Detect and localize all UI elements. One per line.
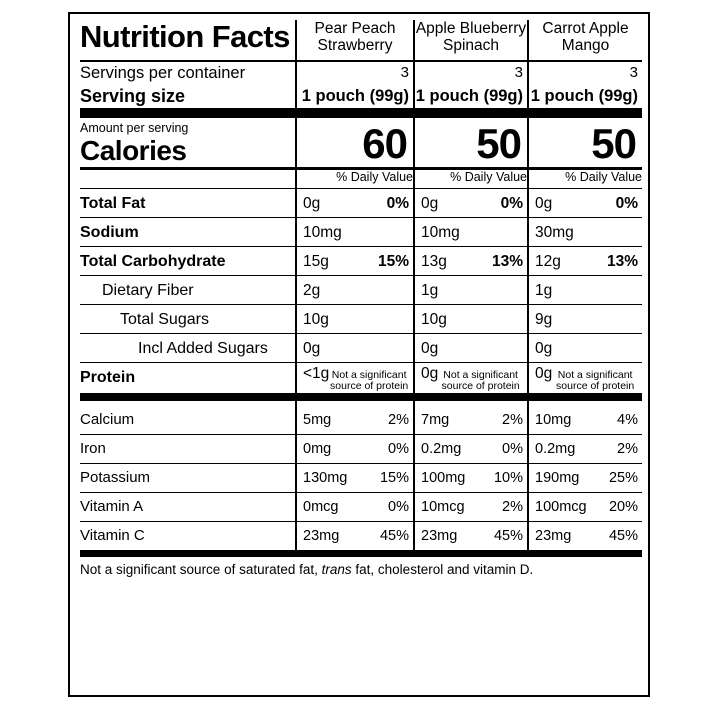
nutrient-name-protein: Protein: [80, 363, 296, 394]
amount: 10mg: [535, 412, 572, 428]
nutrient-cell-vitamin-c-1: [296, 522, 414, 551]
flavor-column-2: [414, 20, 528, 54]
amount: 0.2mg: [421, 441, 462, 457]
nutrient-cell-calcium-3: [528, 406, 642, 435]
amount-per-serving-label: Amount per serving: [80, 121, 189, 135]
nutrient-name-iron: Iron: [80, 435, 296, 464]
nutrient-cell-protein-3: [528, 363, 642, 394]
nutrient-cell-iron-1: [296, 435, 414, 464]
servings-per-container-value-3: 3: [528, 61, 642, 84]
thick-divider-row-2: [80, 393, 642, 401]
table-row: [80, 435, 642, 464]
nutrient-cell-sodium-2: [414, 218, 528, 247]
nutrient-cell-potassium-2: [414, 464, 528, 493]
nutrient-cell-vitamin-a-2: [414, 493, 528, 522]
nutrient-cell-total-sugars-3: [528, 305, 642, 334]
nutrient-table: [80, 188, 642, 557]
nutrient-cell-total-fat-3: [528, 189, 642, 218]
nutrient-cell-vitamin-c-3: [528, 522, 642, 551]
amount: <1g: [303, 365, 330, 382]
flavor-underline-2: [414, 54, 528, 61]
amount: 23mg: [303, 528, 340, 544]
nutrient-cell-total-carbohydrate-3: [528, 247, 642, 276]
nutrient-cell-total-sugars-1: [296, 305, 414, 334]
flavor-column-3: [528, 20, 642, 54]
servings-per-container-value-2: 3: [414, 61, 528, 84]
amount-per-serving-row: [80, 118, 642, 169]
percent: 2%: [502, 499, 523, 515]
nutrient-cell-potassium-3: [528, 464, 642, 493]
nutrient-cell-total-carbohydrate-1: [296, 247, 414, 276]
nutrient-name-sodium: Sodium: [80, 218, 296, 247]
nutrient-cell-sodium-1: [296, 218, 414, 247]
label-header-table: [80, 20, 642, 188]
nutrient-name-total-carbohydrate: Total Carbohydrate: [80, 247, 296, 276]
nutrient-name-incl-added-sugars: Incl Added Sugars: [80, 334, 296, 363]
flavor-label-3: Carrot Apple Mango: [542, 20, 629, 54]
percent: 20%: [608, 499, 638, 515]
percent: 15%: [379, 470, 409, 486]
percent: 45%: [608, 528, 638, 544]
amount: 10mcg: [421, 499, 465, 515]
amount: 100mg: [421, 470, 466, 486]
amount: 15g: [303, 253, 329, 270]
footnote-italic: trans: [321, 562, 352, 577]
percent: 45%: [379, 528, 409, 544]
table-row: [80, 218, 642, 247]
table-row: [80, 464, 642, 493]
table-row: [80, 522, 642, 551]
amount: 10mg: [421, 224, 460, 241]
percent: 10%: [493, 470, 523, 486]
thick-divider-1: [80, 108, 642, 118]
calories-value-1: 60: [362, 120, 407, 167]
footnote: [80, 557, 638, 578]
amount: 0mcg: [303, 499, 339, 515]
table-row: [80, 363, 642, 394]
percent: 2%: [388, 412, 409, 428]
nutrient-cell-iron-2: [414, 435, 528, 464]
table-row: [80, 189, 642, 218]
thick-divider-2: [80, 393, 642, 401]
header-row: [80, 20, 642, 54]
amount: 100mcg: [535, 499, 587, 515]
amount: 13g: [421, 253, 447, 270]
servings-per-container-value-1: 3: [296, 61, 414, 84]
not-significant-protein-note-1: Not a significant source of protein: [330, 369, 409, 392]
amount: 130mg: [303, 470, 348, 486]
table-row: [80, 334, 642, 363]
amount: 5mg: [303, 412, 332, 428]
thick-divider-row-1: [80, 108, 642, 118]
serving-size-row: [80, 84, 642, 108]
amount: 9g: [535, 311, 553, 328]
percent: 13%: [491, 253, 523, 270]
nutrient-cell-calcium-2: [414, 406, 528, 435]
table-row: [80, 406, 642, 435]
nutrient-name-potassium: Potassium: [80, 464, 296, 493]
nutrient-cell-total-sugars-2: [414, 305, 528, 334]
amount: 0g: [421, 365, 439, 382]
title-underline-row: [80, 54, 642, 61]
daily-value-header-row: [80, 169, 642, 189]
daily-value-header-spacer: [80, 169, 296, 189]
not-significant-protein-note-3: Not a significant source of protein: [556, 369, 635, 392]
amount: 1g: [421, 282, 439, 299]
flavor-label-2: Apple Blueberry Spinach: [415, 20, 527, 54]
percent: 0%: [502, 441, 523, 457]
daily-value-header-3: % Daily Value: [528, 169, 642, 189]
percent: 0%: [388, 499, 409, 515]
serving-size-value-1: 1 pouch (99g): [296, 84, 414, 108]
amount: 0g: [303, 340, 321, 357]
nutrient-cell-vitamin-c-2: [414, 522, 528, 551]
serving-size-value-2: 1 pouch (99g): [414, 84, 528, 108]
nutrient-name-total-sugars: Total Sugars: [80, 305, 296, 334]
calories-value-2: 50: [476, 120, 521, 167]
flavor-underline-3: [528, 54, 642, 61]
percent: 0%: [500, 195, 523, 212]
amount: 10mg: [303, 224, 342, 241]
nutrient-cell-total-fat-1: [296, 189, 414, 218]
flavor-column-1: [296, 20, 414, 54]
calories-cell-1: [296, 118, 414, 169]
nutrient-cell-protein-2: [414, 363, 528, 394]
nutrient-cell-total-carbohydrate-2: [414, 247, 528, 276]
amount: 0.2mg: [535, 441, 576, 457]
nutrient-cell-vitamin-a-3: [528, 493, 642, 522]
not-significant-protein-note-2: Not a significant source of protein: [441, 369, 520, 392]
servings-per-container-row: [80, 61, 642, 84]
calories-label: Calories: [80, 135, 187, 166]
serving-size-value-3: 1 pouch (99g): [528, 84, 642, 108]
nutrient-cell-dietary-fiber-2: [414, 276, 528, 305]
percent: 0%: [615, 195, 638, 212]
nutrient-cell-incl-added-sugars-3: [528, 334, 642, 363]
nutrient-cell-incl-added-sugars-1: [296, 334, 414, 363]
table-row: [80, 305, 642, 334]
nutrient-cell-calcium-1: [296, 406, 414, 435]
nutrient-cell-dietary-fiber-1: [296, 276, 414, 305]
percent: 13%: [606, 253, 638, 270]
amount: 30mg: [535, 224, 574, 241]
nutrient-cell-dietary-fiber-3: [528, 276, 642, 305]
amount: 0g: [535, 365, 553, 382]
amount: 0g: [535, 195, 553, 212]
percent: 0%: [388, 441, 409, 457]
amount: 190mg: [535, 470, 580, 486]
amount: 23mg: [535, 528, 572, 544]
daily-value-header-1: % Daily Value: [296, 169, 414, 189]
amount: 10g: [421, 311, 447, 328]
nutrient-name-vitamin-a: Vitamin A: [80, 493, 296, 522]
nutrition-facts-panel: [68, 12, 650, 697]
thick-divider-3: [80, 550, 642, 557]
amount-per-serving-cell: [80, 118, 296, 169]
nutrient-cell-incl-added-sugars-2: [414, 334, 528, 363]
page-title: Nutrition Facts: [80, 19, 290, 54]
percent: 45%: [493, 528, 523, 544]
servings-per-container-label: Servings per container: [80, 64, 246, 82]
nutrient-cell-vitamin-a-1: [296, 493, 414, 522]
footnote-pre: Not a significant source of saturated fat,: [80, 562, 322, 577]
footnote-post: fat, cholesterol and vitamin D.: [351, 562, 534, 577]
amount: 1g: [535, 282, 553, 299]
amount: 10g: [303, 311, 329, 328]
table-row: [80, 276, 642, 305]
thick-divider-row-3: [80, 550, 642, 557]
calories-cell-2: [414, 118, 528, 169]
percent: 0%: [386, 195, 409, 212]
amount: 0g: [303, 195, 321, 212]
nutrient-cell-iron-3: [528, 435, 642, 464]
nutrient-cell-sodium-3: [528, 218, 642, 247]
flavor-underline-1: [296, 54, 414, 61]
amount: 0g: [421, 340, 439, 357]
nutrient-cell-total-fat-2: [414, 189, 528, 218]
percent: 2%: [617, 441, 638, 457]
calories-value-3: 50: [591, 120, 636, 167]
serving-size-label: Serving size: [80, 86, 186, 106]
amount: 0g: [421, 195, 439, 212]
nutrient-name-dietary-fiber: Dietary Fiber: [80, 276, 296, 305]
table-row: [80, 493, 642, 522]
percent: 2%: [502, 412, 523, 428]
nutrient-name-vitamin-c: Vitamin C: [80, 522, 296, 551]
title-underline: [80, 54, 296, 61]
calories-cell-3: [528, 118, 642, 169]
amount: 12g: [535, 253, 561, 270]
amount: 23mg: [421, 528, 458, 544]
percent: 25%: [608, 470, 638, 486]
table-row: [80, 247, 642, 276]
amount: 7mg: [421, 412, 450, 428]
nutrient-cell-protein-1: [296, 363, 414, 394]
amount: 0g: [535, 340, 553, 357]
nutrient-name-total-fat: Total Fat: [80, 189, 296, 218]
nutrient-cell-potassium-1: [296, 464, 414, 493]
flavor-label-1: Pear Peach Strawberry: [314, 20, 396, 54]
daily-value-header-2: % Daily Value: [414, 169, 528, 189]
percent: 15%: [377, 253, 409, 270]
nutrient-name-calcium: Calcium: [80, 411, 135, 428]
amount: 0mg: [303, 441, 332, 457]
amount: 2g: [303, 282, 321, 299]
percent: 4%: [617, 412, 638, 428]
